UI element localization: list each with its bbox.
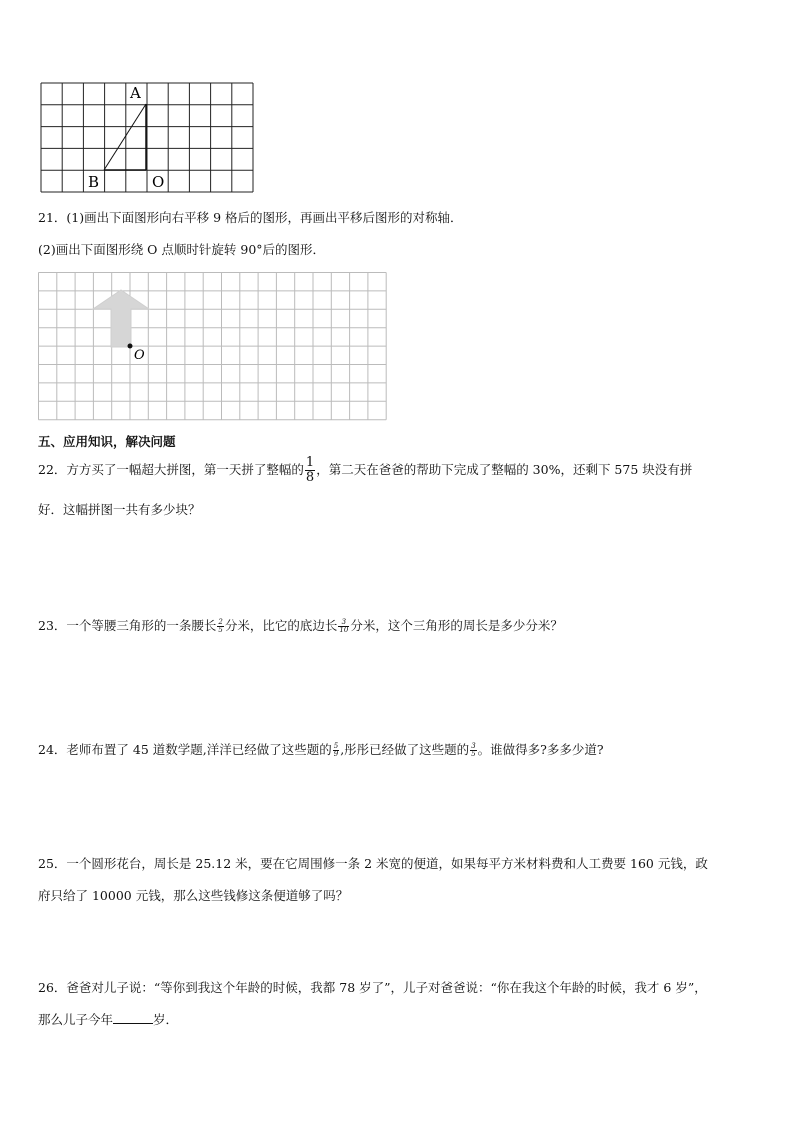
point-o-dot <box>128 344 133 349</box>
question-26-text-a: 那么儿子今年 <box>38 1012 114 1027</box>
question-24-text-c: 。谁做得多?多多少道? <box>477 742 604 757</box>
question-24-line <box>38 740 604 758</box>
question-26-line-1: 26．爸爸对儿子说：“等你到我这个年龄的时候，我都 78 岁了”，儿子对爸爸说：“你在我这个年龄的时候，我才 6 岁”， <box>38 980 707 995</box>
question-25-line-2: 府只给了 10000 元钱，那么这些钱修这条便道够了吗？ <box>38 888 349 903</box>
question-23-line <box>38 616 563 634</box>
question-26-line-2 <box>38 1010 178 1028</box>
question-26-text-b: 岁． <box>153 1012 179 1027</box>
question-21-line-1: 21．(1)画出下面图形向右平移 9 格后的图形，再画出平移后图形的对称轴． <box>38 210 463 225</box>
label-o: O <box>152 173 165 191</box>
question-21-line-2: (2)画出下面图形绕 O 点顺时针旋转 90°后的图形． <box>38 242 326 257</box>
question-24-text-b: ,彤彤已经做了这些题的 <box>340 742 470 757</box>
question-23-text-c: 分米，这个三角形的周长是多少分米？ <box>350 618 563 633</box>
fraction-five-ninths: $\frac{5}{9}$ <box>333 742 339 758</box>
question-22-text-b: ，第二天在爸爸的帮助下完成了整幅的 30%，还剩下 575 块没有拼 <box>316 462 693 477</box>
triangle-grid-figure <box>40 82 256 194</box>
question-24-text-a: 24．老师布置了 45 道数学题,洋洋已经做了这些题的 <box>38 742 332 757</box>
section-5-heading: 五、应用知识，解决问题 <box>38 434 176 449</box>
answer-blank[interactable] <box>113 1011 153 1024</box>
fraction-three-tenths: $\frac{3}{10}$ <box>339 618 349 634</box>
question-22-line-2: 好．这幅拼图一共有多少块？ <box>38 502 201 517</box>
label-a: A <box>130 84 141 102</box>
arrow-shape <box>93 290 149 347</box>
question-22-text-a: 22．方方买了一幅超大拼图，第一天拼了整幅的 <box>38 462 304 477</box>
arrow-grid-figure <box>38 272 388 421</box>
point-o-label: O <box>134 348 145 363</box>
triangle-abo <box>104 104 146 170</box>
question-23-text-a: 23．一个等腰三角形的一条腰长 <box>38 618 217 633</box>
fraction-three-fifths: $\frac{3}{5}$ <box>471 742 476 758</box>
question-23-text-b: 分米，比它的底边长 <box>224 618 338 633</box>
question-22-line-1 <box>38 456 692 485</box>
question-25-line-1: 25．一个圆形花台，周长是 25.12 米，要在它周围修一条 2 米宽的便道，如果每平方米材料费和人工费要 160 元钱，政 <box>38 856 708 871</box>
fraction-one-eighth: $\frac{1}{8}$ <box>305 455 315 485</box>
label-b: B <box>88 173 100 191</box>
fraction-two-fifths: $\frac{2}{5}$ <box>218 618 223 634</box>
